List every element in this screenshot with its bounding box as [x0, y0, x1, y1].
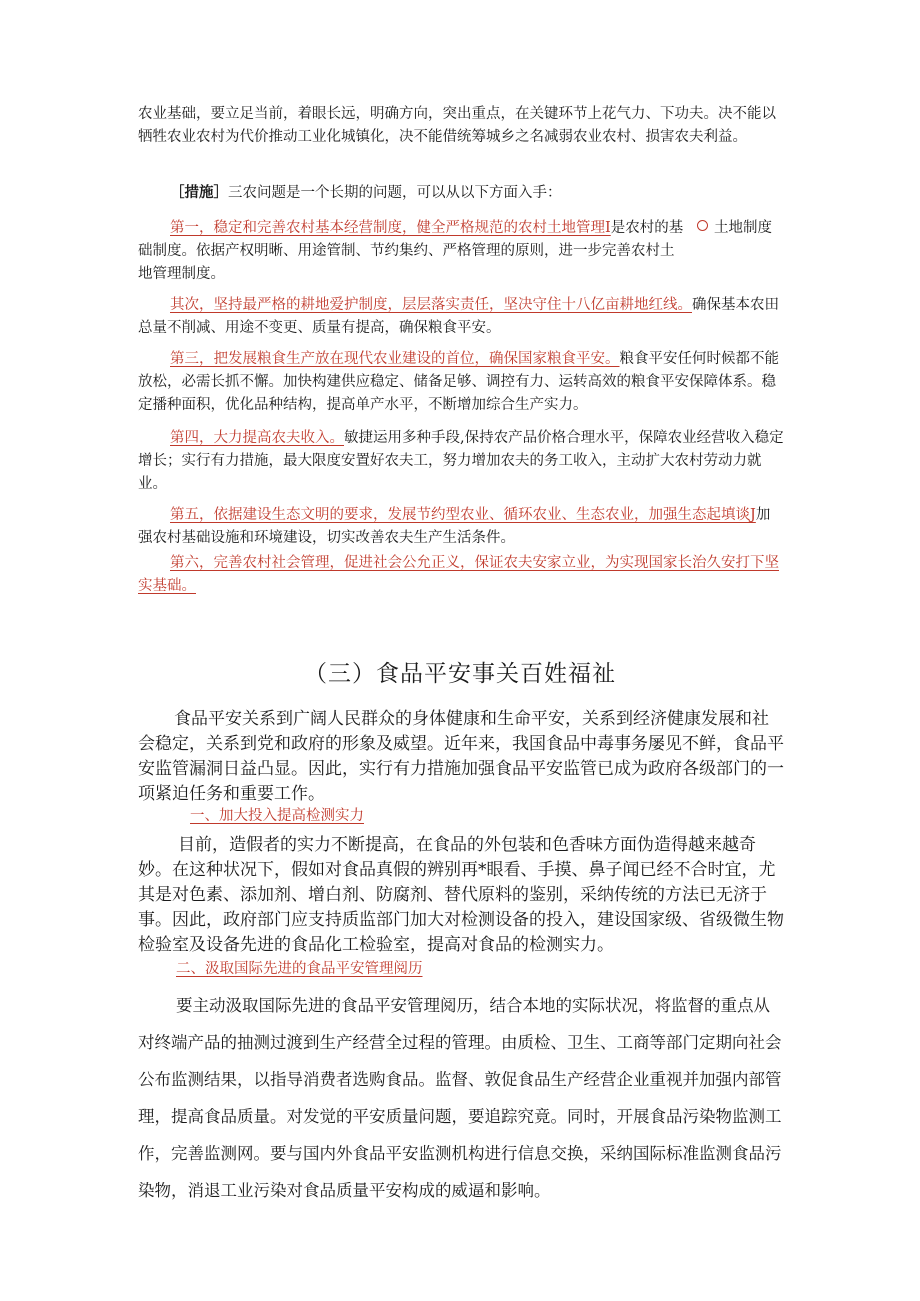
subheading-1: 一、加大投入提高检测实力	[190, 808, 364, 824]
measures-label: ［措施］	[170, 184, 228, 201]
measure-item-1-body: 是农村的基础制度。依据产权明晰、用途管制、节约集约、严格管理的原则，进一步完善农村土地管理制度。	[138, 220, 684, 282]
measure-item-5-heading-tail: 起填谈	[706, 507, 750, 523]
section-title: （三）食品平安事关百姓福祉	[304, 661, 616, 687]
intro-text: 农业基础，要立足当前，着眼长远，明确方向，突出重点，在关键环节上花气力、下功夫。决不能以牺牲农业农村为代价推动工业化城镇化，决不能借统筹城乡之名减弱农业农村、损害农夫利益。	[138, 106, 776, 145]
margin-comment	[697, 217, 772, 240]
comment-circle-icon	[697, 220, 708, 231]
intro-paragraph	[138, 103, 784, 149]
measure-item-1-heading-tail: Ⅰ	[605, 220, 611, 236]
subsection-2-text: 要主动汲取国际先进的食品平安管理阅历，结合本地的实际状况，将监督的重点从对终端产品的抽测过渡到生产经营全过程的管理。由质检、卫生、工商等部门定期向社会公布监测结果，以指导消费者选购食品。监督、敦促食品生产经营企业重视并加强内部管理，提高食品质量。对发觉的平安质量问题，要追踪究竟。同时，开展食品污染物监测工作，完善监测网。要与国内外食品平安监测机构进行信息交换，采纳国际标准监测食品污染物，消退工业污染对食品质量平安构成的威逼和影响。	[138, 996, 782, 1200]
measure-item-5-body: 加强农村基础设施和环境建设，切实改善农夫生产生活条件。	[138, 507, 771, 546]
measure-item-2-heading: 其次，坚持最严格的耕地爱护制度，层层落实责任，坚决守住十八亿亩耕地红线。	[170, 297, 692, 313]
measure-item-6-heading: 第六，完善农村社会管理，促进社会公允正义，保证农夫安家立业，为实现国家长治久安打下坚实基础。	[138, 555, 779, 594]
measures-line	[170, 181, 784, 205]
measure-item-3-heading: 第三，把发展粮食生产放在现代农业建设的首位，确保国家粮食平安。	[170, 351, 620, 367]
measure-item-1	[138, 217, 686, 286]
measure-item-2	[138, 294, 784, 340]
measure-item-3-body: 粮食平安任何时候都不能放松，必需长抓不懈。加快构建供应稳定、储备足够、调控有力、运转高效的粮食平安保障体系。稳定播种面积，优化品种结构，提高单产水平，不断增加综合生产实力。	[138, 351, 779, 413]
margin-comment-text: 土地制度	[714, 220, 772, 236]
section-intro-text: 食品平安关系到广阔人民群众的身体健康和生命平安，关系到经济健康发展和社会稳定，关系到党和政府的形象及威望。近年来，我国食品中毒事务屡见不鲜，食品平安监管漏洞日益凸显。因此，实行有力措施加强食品平安监管已成为政府各级部门的一项紧迫任务和重要工作。	[138, 709, 784, 804]
measure-item-4-heading: 第四，大力提高农夫收入。	[170, 430, 344, 446]
measure-item-1-heading: 第一，稳定和完善农村基本经营制度，健全严格规范的农村土地管理	[170, 220, 605, 236]
measure-item-4	[138, 427, 784, 496]
measure-item-5-heading: 第五，依据建设生态文明的要求，发展节约型农业、循环农业、生态农业，加强生态	[170, 507, 707, 523]
subsection-1-text: 目前，造假者的实力不断提高，在食品的外包装和色香味方面伪造得越来越奇妙。在这种状况下，假如对食品真假的辨别再*眼看、手摸、鼻子闻已经不合时宜，尤其是对色素、添加剂、增白剂、防腐剂、替代原料的鉴别，采纳传统的方法已无济于事。因此，政府部门应支持质监部门加大对检测设备的投入，建设国家级、省级微生物检验室及设备先进的食品化工检验室，提高对食品的检测实力。	[138, 835, 784, 955]
measure-item-6	[138, 552, 784, 598]
subsection-2-paragraph	[138, 987, 784, 1209]
measure-item-5-heading-mark: J	[750, 507, 756, 523]
measures-text: 三农问题是一个长期的问题，可以从以下方面入手：	[228, 185, 562, 201]
measure-item-2-body: 确保基本农田总量不削减、用途不变更、质量有提高，确保粮食平安。	[138, 297, 779, 336]
subheading-2: 二、汲取国际先进的食品平安管理阅历	[176, 961, 423, 977]
measure-item-5	[138, 504, 784, 550]
subsection-1-paragraph	[138, 833, 784, 958]
measure-item-4-body: 敏捷运用多种手段,保持农产品价格合理水平，保障农业经营收入稳定增长；实行有力措施，最大限度安置好农夫工，努力增加农夫的务工收入，主动扩大农村劳动力就业。	[138, 430, 784, 492]
measure-item-3	[138, 348, 784, 417]
section-intro-paragraph	[138, 707, 784, 807]
